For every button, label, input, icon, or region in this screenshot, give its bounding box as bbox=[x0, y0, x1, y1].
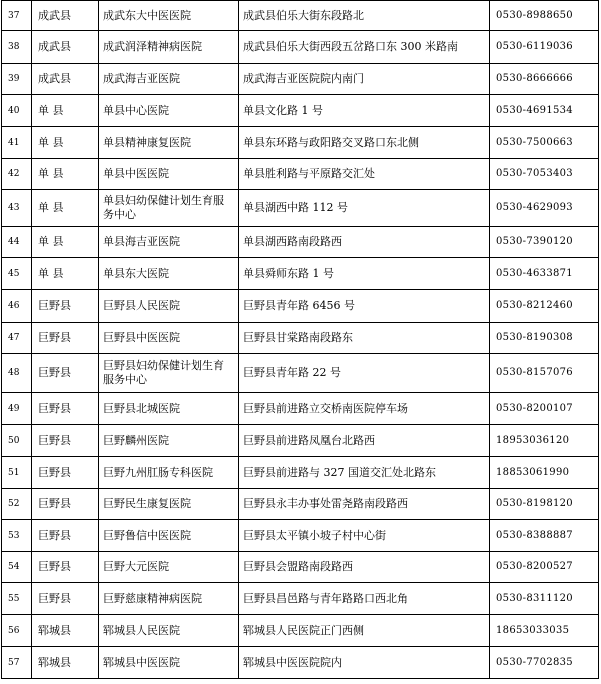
county-cell: 巨野县 bbox=[32, 323, 99, 354]
address-cell: 巨野县青年路 22 号 bbox=[239, 354, 490, 393]
county-cell: 成武县 bbox=[32, 1, 99, 31]
table-row bbox=[2, 159, 599, 190]
hospital-table-body bbox=[2, 1, 599, 679]
row-number: 38 bbox=[2, 31, 32, 64]
hospital-name-cell: 成武润泽精神病医院 bbox=[99, 31, 239, 64]
row-number: 45 bbox=[2, 258, 32, 290]
county-cell: 单 县 bbox=[32, 258, 99, 290]
address-cell: 成武县伯乐大街西段五岔路口东 300 米路南 bbox=[239, 31, 490, 64]
table-row bbox=[2, 354, 599, 393]
county-cell: 巨野县 bbox=[32, 520, 99, 552]
table-row bbox=[2, 64, 599, 95]
hospital-name-cell: 巨野慈康精神病医院 bbox=[99, 583, 239, 615]
table-row bbox=[2, 647, 599, 679]
phone-cell: 0530-7702835 bbox=[490, 647, 599, 679]
county-cell: 巨野县 bbox=[32, 393, 99, 425]
hospital-name-cell: 单县东大医院 bbox=[99, 258, 239, 290]
table-row bbox=[2, 258, 599, 290]
address-cell: 成武县伯乐大街东段路北 bbox=[239, 1, 490, 31]
phone-cell: 0530-4633871 bbox=[490, 258, 599, 290]
table-row bbox=[2, 323, 599, 354]
hospital-name-cell: 巨野民生康复医院 bbox=[99, 489, 239, 520]
phone-cell: 0530-8988650 bbox=[490, 1, 599, 31]
phone-cell: 0530-8198120 bbox=[490, 489, 599, 520]
hospital-name-cell: 巨野大元医院 bbox=[99, 552, 239, 583]
phone-cell: 0530-8666666 bbox=[490, 64, 599, 95]
row-number: 42 bbox=[2, 159, 32, 190]
phone-cell: 0530-7500663 bbox=[490, 127, 599, 159]
table-row bbox=[2, 583, 599, 615]
address-cell: 巨野县前进路立交桥南医院停车场 bbox=[239, 393, 490, 425]
address-cell: 巨野县甘棠路南段路东 bbox=[239, 323, 490, 354]
address-cell: 单县文化路 1 号 bbox=[239, 95, 490, 127]
county-cell: 巨野县 bbox=[32, 290, 99, 323]
row-number: 39 bbox=[2, 64, 32, 95]
hospital-name-cell: 单县精神康复医院 bbox=[99, 127, 239, 159]
row-number: 55 bbox=[2, 583, 32, 615]
table-row bbox=[2, 552, 599, 583]
row-number: 54 bbox=[2, 552, 32, 583]
row-number: 37 bbox=[2, 1, 32, 31]
phone-cell: 0530-4629093 bbox=[490, 190, 599, 227]
address-cell: 单县湖西中路 112 号 bbox=[239, 190, 490, 227]
phone-cell: 0530-8212460 bbox=[490, 290, 599, 323]
county-cell: 巨野县 bbox=[32, 489, 99, 520]
row-number: 44 bbox=[2, 227, 32, 258]
phone-cell: 0530-8311120 bbox=[490, 583, 599, 615]
row-number: 41 bbox=[2, 127, 32, 159]
address-cell: 巨野县会盟路南段路西 bbox=[239, 552, 490, 583]
hospital-name-cell: 郓城县中医医院 bbox=[99, 647, 239, 679]
county-cell: 单 县 bbox=[32, 227, 99, 258]
row-number: 47 bbox=[2, 323, 32, 354]
address-cell: 巨野县前进路凤凰台北路西 bbox=[239, 425, 490, 457]
address-cell: 郓城县人民医院正门西侧 bbox=[239, 615, 490, 647]
county-cell: 巨野县 bbox=[32, 583, 99, 615]
table-row bbox=[2, 393, 599, 425]
row-number: 53 bbox=[2, 520, 32, 552]
county-cell: 成武县 bbox=[32, 31, 99, 64]
hospital-table bbox=[1, 0, 599, 679]
address-cell: 巨野县青年路 6456 号 bbox=[239, 290, 490, 323]
table-row bbox=[2, 425, 599, 457]
county-cell: 巨野县 bbox=[32, 354, 99, 393]
table-row bbox=[2, 520, 599, 552]
hospital-name-cell: 单县海吉亚医院 bbox=[99, 227, 239, 258]
county-cell: 巨野县 bbox=[32, 552, 99, 583]
address-cell: 单县东环路与政阳路交叉路口东北侧 bbox=[239, 127, 490, 159]
hospital-name-cell: 单县中心医院 bbox=[99, 95, 239, 127]
hospital-name-cell: 成武海吉亚医院 bbox=[99, 64, 239, 95]
row-number: 50 bbox=[2, 425, 32, 457]
address-cell: 单县舜师东路 1 号 bbox=[239, 258, 490, 290]
row-number: 52 bbox=[2, 489, 32, 520]
address-cell: 单县湖西路南段路西 bbox=[239, 227, 490, 258]
row-number: 51 bbox=[2, 457, 32, 489]
address-cell: 单县胜利路与平原路交汇处 bbox=[239, 159, 490, 190]
hospital-name-cell: 巨野九州肛肠专科医院 bbox=[99, 457, 239, 489]
row-number: 57 bbox=[2, 647, 32, 679]
phone-cell: 18953036120 bbox=[490, 425, 599, 457]
row-number: 56 bbox=[2, 615, 32, 647]
phone-cell: 0530-8200527 bbox=[490, 552, 599, 583]
county-cell: 单 县 bbox=[32, 95, 99, 127]
row-number: 48 bbox=[2, 354, 32, 393]
table-row bbox=[2, 127, 599, 159]
county-cell: 单 县 bbox=[32, 190, 99, 227]
hospital-name-cell: 巨野县妇幼保健计划生育服务中心 bbox=[99, 354, 239, 393]
hospital-name-cell: 巨野县中医医院 bbox=[99, 323, 239, 354]
county-cell: 单 县 bbox=[32, 159, 99, 190]
county-cell: 巨野县 bbox=[32, 425, 99, 457]
table-row bbox=[2, 615, 599, 647]
phone-cell: 0530-7390120 bbox=[490, 227, 599, 258]
table-row bbox=[2, 489, 599, 520]
address-cell: 巨野县前进路与 327 国道交汇处北路东 bbox=[239, 457, 490, 489]
table-row bbox=[2, 31, 599, 64]
county-cell: 单 县 bbox=[32, 127, 99, 159]
phone-cell: 0530-8200107 bbox=[490, 393, 599, 425]
county-cell: 郓城县 bbox=[32, 615, 99, 647]
phone-cell: 0530-8388887 bbox=[490, 520, 599, 552]
hospital-name-cell: 单县妇幼保健计划生育服务中心 bbox=[99, 190, 239, 227]
county-cell: 成武县 bbox=[32, 64, 99, 95]
phone-cell: 0530-7053403 bbox=[490, 159, 599, 190]
address-cell: 巨野县太平镇小坡子村中心街 bbox=[239, 520, 490, 552]
address-cell: 郓城县中医医院院内 bbox=[239, 647, 490, 679]
table-row bbox=[2, 1, 599, 31]
row-number: 40 bbox=[2, 95, 32, 127]
phone-cell: 0530-6119036 bbox=[490, 31, 599, 64]
phone-cell: 18853061990 bbox=[490, 457, 599, 489]
hospital-name-cell: 巨野县人民医院 bbox=[99, 290, 239, 323]
county-cell: 郓城县 bbox=[32, 647, 99, 679]
phone-cell: 0530-8157076 bbox=[490, 354, 599, 393]
row-number: 43 bbox=[2, 190, 32, 227]
table-row bbox=[2, 290, 599, 323]
phone-cell: 0530-4691534 bbox=[490, 95, 599, 127]
row-number: 49 bbox=[2, 393, 32, 425]
table-row bbox=[2, 190, 599, 227]
phone-cell: 0530-8190308 bbox=[490, 323, 599, 354]
row-number: 46 bbox=[2, 290, 32, 323]
county-cell: 巨野县 bbox=[32, 457, 99, 489]
table-row bbox=[2, 95, 599, 127]
address-cell: 巨野县永丰办事处雷尧路南段路西 bbox=[239, 489, 490, 520]
address-cell: 成武海吉亚医院院内南门 bbox=[239, 64, 490, 95]
hospital-name-cell: 巨野麟州医院 bbox=[99, 425, 239, 457]
table-row bbox=[2, 227, 599, 258]
address-cell: 巨野县昌邑路与青年路路口西北角 bbox=[239, 583, 490, 615]
hospital-name-cell: 单县中医医院 bbox=[99, 159, 239, 190]
hospital-name-cell: 巨野县北城医院 bbox=[99, 393, 239, 425]
table-row bbox=[2, 457, 599, 489]
hospital-name-cell: 巨野鲁信中医医院 bbox=[99, 520, 239, 552]
hospital-name-cell: 郓城县人民医院 bbox=[99, 615, 239, 647]
hospital-name-cell: 成武东大中医医院 bbox=[99, 1, 239, 31]
phone-cell: 18653033035 bbox=[490, 615, 599, 647]
